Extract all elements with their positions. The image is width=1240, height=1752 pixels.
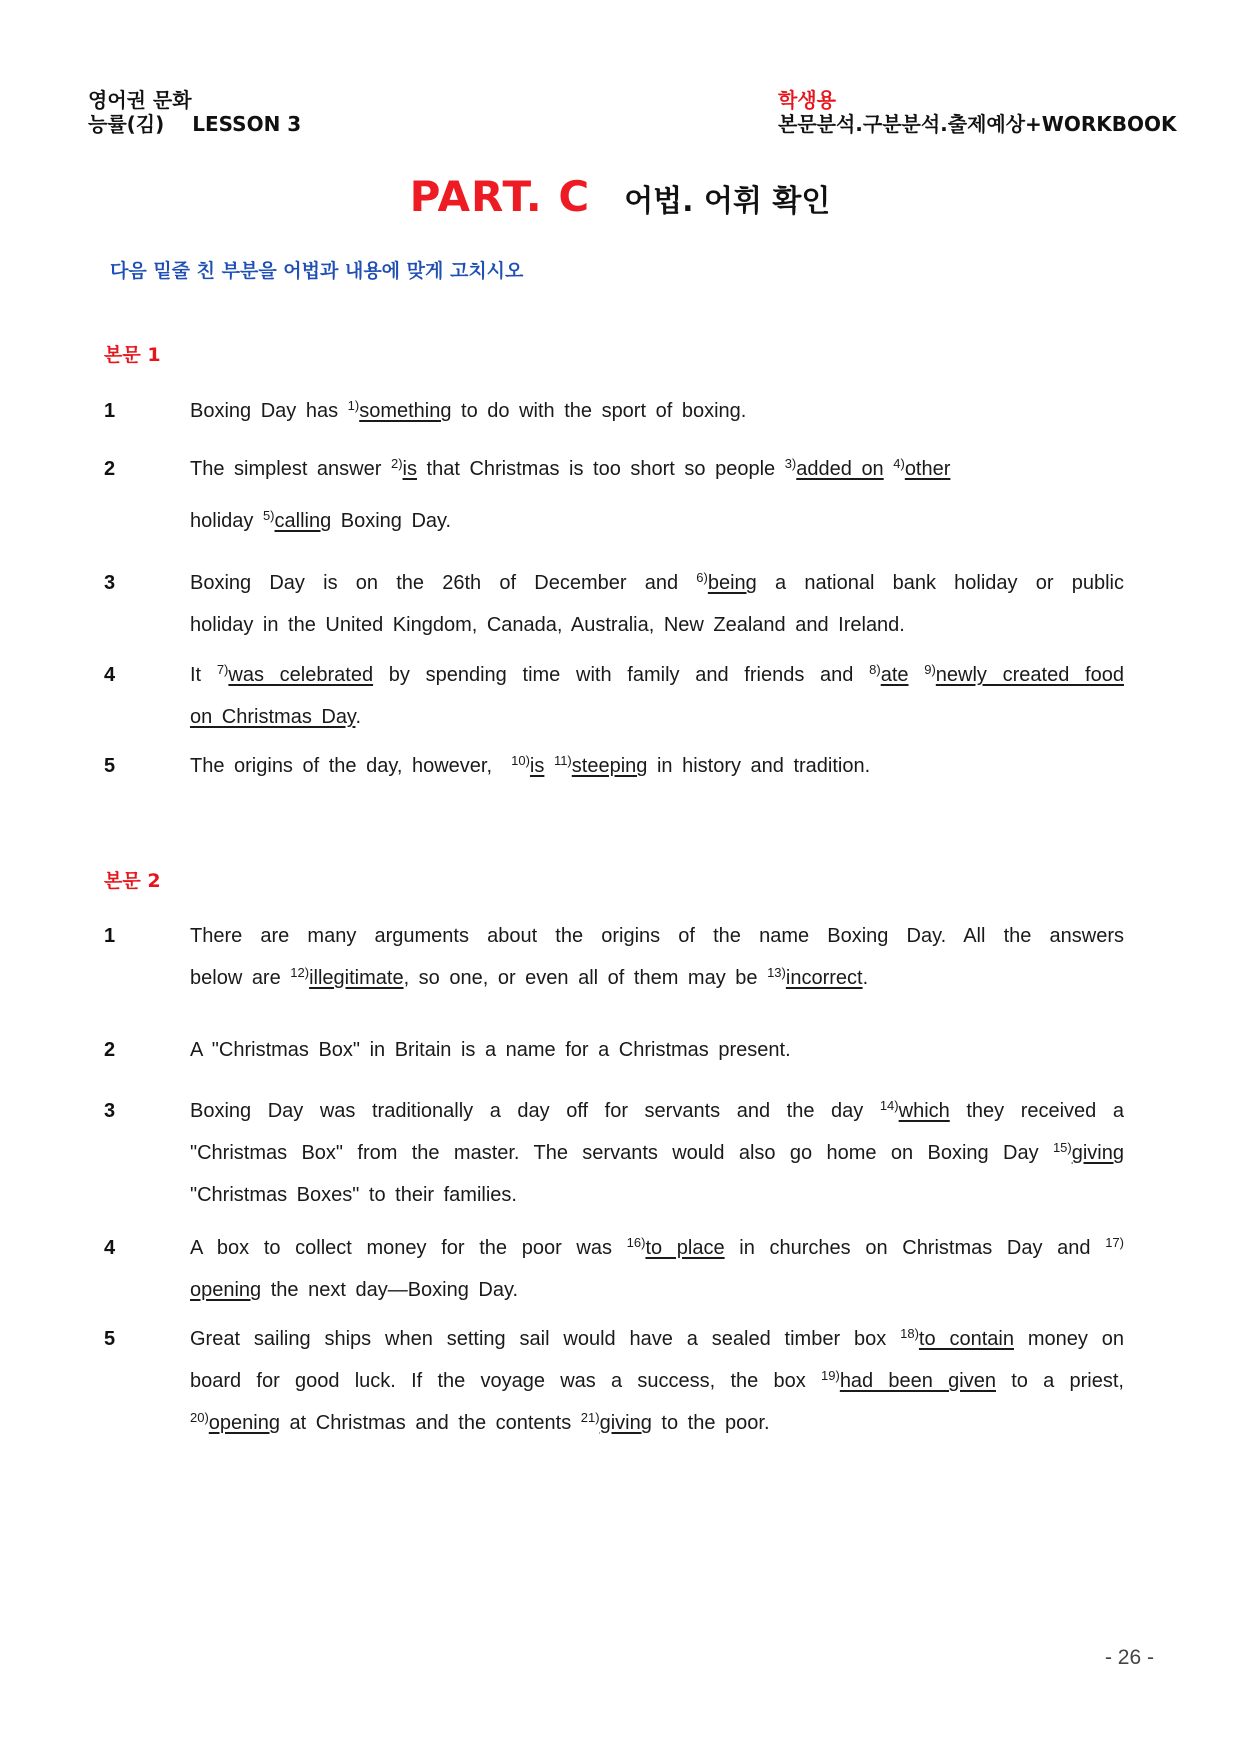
sentence-number: 2 [104,1039,116,1061]
sentence-text: Great sailing ships when setting sail would have a sealed timber box $^{18)}$to contain money on board for good luck. If the voyage was a success, the box $^{19)}$had been given to a priest, $^{20)}$opening at Christmas and the contents $^{21)}$giving to the poor. [190,1326,1124,1434]
sentence-number: 1 [104,925,116,947]
contents-label: 본문분석.구분분석.출제예상+WORKBOOK [778,112,1177,136]
sentence-number: 4 [104,664,116,686]
sentence-number: 2 [104,458,116,480]
sentence-text: Boxing Day is on the 26th of December and $^{6)}$being a national bank holiday or public holiday in the United Kingdom, Canada, Australia, New Zealand and Ireland. [190,570,1124,636]
page-number: - 26 - [1104,1646,1154,1669]
section-label-2: 본문 2 [104,870,161,892]
sentence-text: Boxing Day was traditionally a day off for servants and the day $^{14)}$which they received a "Christmas Box" from the master. The servants would also go home on Boxing Day $^{15)}$giving "Christmas Boxes" to their families. [190,1098,1124,1206]
header-left [88,88,301,136]
sentence-number: 4 [104,1237,116,1259]
part-label: PART. C [409,172,591,221]
sentence-text: There are many arguments about the origins of the name Boxing Day. All the answers below are $^{12)}$illegitimate, so one, or even all of them may be $^{13)}$incorrect. [190,925,1124,989]
sentence-text: A "Christmas Box" in Britain is a name for a Christmas present. [190,1039,791,1061]
title-subtitle: 어법. 어휘 확인 [624,184,831,219]
sentence-text: The simplest answer $^{2)}$is that Christmas is too short so people $^{3)}$added on $^{4)}$other holiday $^{5)}$calling Boxing Day. [190,456,951,532]
page-title [0,172,1240,221]
sentence-number: 5 [104,755,116,777]
sentence-text: The origins of the day, however, $^{10)}$is $^{11)}$steeping in history and tradition. [190,753,871,777]
sentence-number: 3 [104,1100,116,1122]
book-label: 능률(김) [88,112,165,136]
header-right [778,88,1177,136]
instruction-text: 다음 밑줄 친 부분을 어법과 내용에 맞게 고치시오 [110,260,524,282]
subject-label: 영어권 문화 [88,88,192,112]
sentence-number: 5 [104,1328,116,1350]
audience-label: 학생용 [778,88,836,112]
sentence-number: 3 [104,572,116,594]
sentence-text: It $^{7)}$was celebrated by spending time with family and friends and $^{8)}$ate $^{9)}$newly created food on Christmas Day. [190,662,1124,728]
sentence-text: Boxing Day has $^{1)}$something to do with the sport of boxing. [190,398,747,422]
sentence-number: 1 [104,400,116,422]
section-label-1: 본문 1 [104,344,161,366]
lesson-label: LESSON 3 [192,112,302,136]
sentence-text: A box to collect money for the poor was $^{16)}$to place in churches on Christmas Day and $^{17)}$ opening the next day—Boxing Day. [190,1235,1124,1301]
